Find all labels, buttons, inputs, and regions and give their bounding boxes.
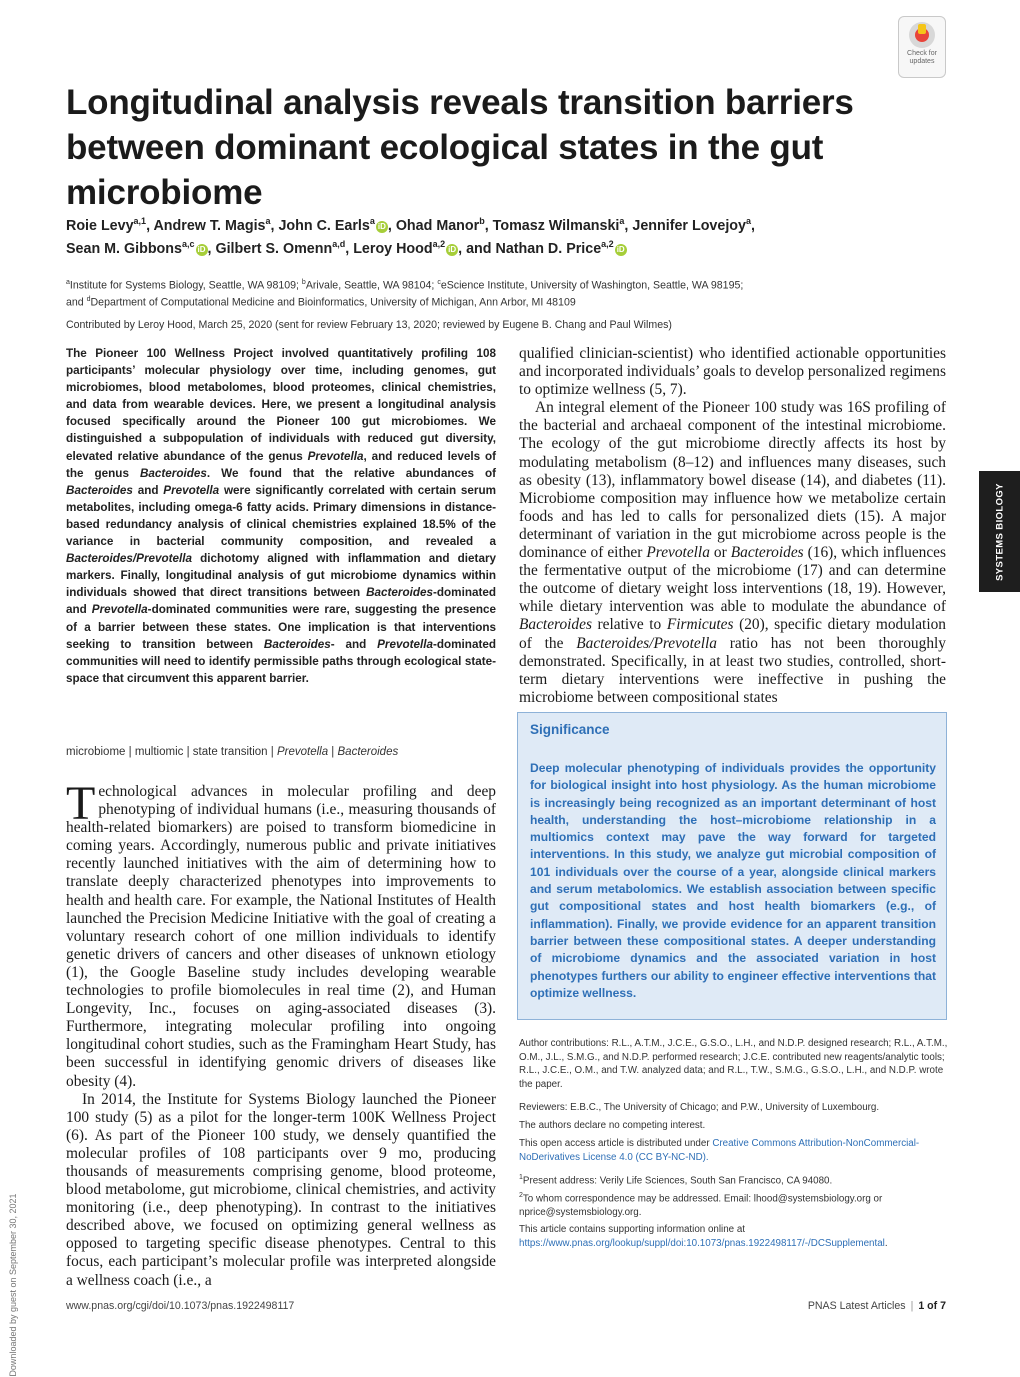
author xyxy=(632,218,751,234)
download-watermark xyxy=(6,1193,20,1377)
affil-and: and xyxy=(66,296,87,309)
author xyxy=(215,241,345,257)
orcid-icon[interactable]: iD xyxy=(377,221,386,231)
crossmark-icon xyxy=(909,22,935,48)
author-affil-sup: a xyxy=(619,216,625,226)
open-access-note: This open access article is distributed under Creative Commons Attribution-NonCommercial-NoDerivatives License 4.0 (CC BY-NC-ND). xyxy=(519,1138,920,1163)
author-affil-sup: b xyxy=(479,216,485,226)
author-name: Nathan D. Price xyxy=(495,240,602,257)
author-affil-sup: a,d xyxy=(332,239,346,249)
affil-d: Department of Computational Medicine and Bioinformatics, University of Michigan, Ann Arbor, MI 48109 xyxy=(90,296,576,309)
footer-doi[interactable]: www.pnas.org/cgi/doi/10.1073/pnas.1922498117 xyxy=(66,1300,295,1312)
author-name: Leroy Hood xyxy=(353,240,433,257)
author-name: Roie Levy xyxy=(66,217,134,234)
supplemental-link[interactable]: https://www.pnas.org/lookup/suppl/doi:10.1073/pnas.1922498117/-/DCSupplemental xyxy=(519,1237,885,1249)
orcid-icon[interactable]: iD xyxy=(616,244,625,254)
affil-b: Arivale, Seattle, WA 98104; xyxy=(305,279,438,292)
article-title: Longitudinal analysis reveals transition barriers between dominant ecological states in the gut microbiome xyxy=(66,83,854,212)
author-name: Tomasz Wilmanski xyxy=(492,217,620,234)
author-contributions: Author contributions: R.L., A.T.M., J.C.E., G.S.O., L.H., and N.D.P. designed research; R.L., A.T.M., O.M., J.L., S.M.G., and N.D.P. performed research; J.C.E. contributed new reagents/analytic tools; R.L., J.C.E., O.M., and T.W. analyzed data; and R.L., T.W., S.M.G., G.S.O., L.H., and N.D.P. wrote the paper. xyxy=(519,1038,948,1090)
affil-c: eScience Institute, University of Washington, Seattle, WA 98195; xyxy=(440,279,744,292)
author-affil-sup: a,c xyxy=(181,239,195,249)
significance-heading: Significance xyxy=(530,722,610,737)
competing-interest: The authors declare no competing interest. xyxy=(519,1120,706,1131)
intro-paragraph-2: In 2014, the Institute for Systems Biology launched the Pioneer 100 study (5) as a pilot for the longer-term 100K Wellness Project (6). As part of the Pioneer 100 study, we densely quantified the molecular profiles of 108 participants over 9 mo, producing thousands of measurements comprising genome, blood proteome, blood metabolome, gut microbiome, clinical chemistries, and activity monitoring (i.e., deep phenotyping). In contrast to the initiatives described above, we focused on optimizing general wellness as opposed to targeting specific disease phenotypes. Central to this focus, each participant’s molecular profile was interpreted alongside a wellness coach (i.e., a xyxy=(66,1090,496,1289)
intro-paragraph-1: echnological advances in molecular profiling and deep phenotyping of individual humans (i.e., measuring thousands of health-related biomarkers) are poised to transform biomedicine in coming years. Accordingly, numerous public and private initiatives recently launched initiatives with the aim of determining how to translate deeply characterized phenotypes into improvements to health and health care. For example, the National Institutes of Health launched the Precision Medicine Initiative with the goal of creating a voluntary research cohort of one million individuals to identify genetic drivers of cancers and other diseases of unknown etiology (1), the Google Baseline study includes developing wearable technologies to profile biomolecules in real time (2), and Human Longevity, Inc., focuses on aging-associated diseases (3). Furthermore, integrating molecular profiling into ongoing longitudinal cohort studies, such as the Framingham Heart Study, has been successful in identifying genomic drivers of diseases like obesity (4). xyxy=(66,783,496,1090)
contributed-by: Contributed by Leroy Hood, March 25, 2020 (sent for review February 13, 2020; reviewed by Eugene B. Chang and Paul Wilmes) xyxy=(66,319,672,331)
author-list-line-1: Roie Levy$^{a,1}$, Andrew T. Magis$^a$, John C. Earls$^a$iD , Ohad Manor$^b$, Tomasz Wilmanski$^a$, Jennifer Lovejoy$^a$, xyxy=(66,216,755,234)
keywords: microbiome | multiomic | state transition | Prevotella | Bacteroides xyxy=(66,746,399,758)
affil-label-b: b xyxy=(301,279,306,286)
supporting-info-note: This article contains supporting information online at https://www.pnas.org/lookup/suppl/doi:10.1073/pnas.1922498117/-/DCSupplemental. xyxy=(519,1224,888,1249)
author-name: Gilbert S. Omenn xyxy=(215,240,333,257)
badge-line-2: updates xyxy=(909,58,935,65)
right-paragraph-2: An integral element of the Pioneer 100 study was 16S profiling of the bacterial and archaeal component of the intestinal microbiome. The ecology of the gut microbiome directly affects its host by modulating metabolism (8–12) and influences many diseases, such as obesity (13), inflammatory bowel disease (14), and diabetes (11). Microbiome composition may influence how we metabolize certain foods and has led to calls for personalized diets (15). A major determinant of variation in the gut microbiome across people is the dominance of either Prevotella or Bacteroides (16), which influences the fermentative output of the microbiome (17) and can determine the outcome of dietary weight loss interventions (18, 19). However, while dietary intervention was able to modulate the abundance of Bacteroides relative to Firmicutes (20), specific dietary modulation of the Bacteroides/Prevotella ratio has not been thoroughly demonstrated. Specifically, in at least two studies, controlled, short-term dietary interventions were ineffective in pushing the microbiome between compositional states xyxy=(519,399,947,706)
author xyxy=(496,241,627,257)
author xyxy=(153,218,270,234)
author-name: Jennifer Lovejoy xyxy=(632,217,746,234)
author-name: John C. Earls xyxy=(278,217,370,234)
author-affil-sup: a,2 xyxy=(432,239,446,249)
affiliations xyxy=(66,276,946,309)
author xyxy=(353,241,458,257)
author xyxy=(278,218,387,234)
introduction-right-column xyxy=(519,345,946,707)
badge-line-1: Check for xyxy=(907,50,937,57)
right-paragraph-1: qualified clinician-scientist) who identified actionable opportunities and incorporated individuals’ goals to develop personalized regimens to optimize wellness (5, 7). xyxy=(519,345,946,399)
affil-label-d: d xyxy=(86,295,91,303)
check-for-updates-badge[interactable] xyxy=(898,16,946,78)
license-link[interactable]: Creative Commons Attribution-NonCommercial-NoDerivatives License 4.0 (CC BY-NC-ND). xyxy=(519,1138,920,1163)
author-name: Andrew T. Magis xyxy=(153,217,266,234)
author-name: Sean M. Gibbons xyxy=(66,240,182,257)
introduction-left-column xyxy=(66,777,496,1290)
drop-cap: T xyxy=(66,777,96,830)
affil-label-c: c xyxy=(437,279,441,286)
author-affil-sup: a,1 xyxy=(133,216,147,226)
author xyxy=(66,218,146,234)
orcid-icon[interactable]: iD xyxy=(197,244,206,254)
affil-label-a: a xyxy=(66,279,70,286)
orcid-icon[interactable]: iD xyxy=(448,244,457,254)
author xyxy=(396,218,485,234)
author-affil-sup: a,2 xyxy=(601,239,614,249)
footnote-2: $^2$To whom correspondence may be addressed. Email: lhood@systemsbiology.org or nprice@systemsbiology.org. xyxy=(519,1192,883,1218)
footer-journal: PNAS Latest Articles | 1 of 7 xyxy=(807,1300,946,1312)
journal-name: PNAS Latest Articles xyxy=(807,1300,906,1312)
abstract: The Pioneer 100 Wellness Project involved quantitatively profiling 108 participants’ molecular physiology over time, including genomes, gut microbiomes, blood metabolomes, blood proteomes, clinical chemistries, and data from wearable devices. Here, we present a longitudinal analysis focused specifically around the Pioneer 100 gut microbiomes. We distinguished a subpopulation of individuals with reduced gut diversity, elevated relative abundance of the genus Prevotella, and reduced levels of the genus Bacteroides. We found that the relative abundances of Bacteroides and Prevotella were significantly correlated with certain serum metabolites, including omega-6 fatty acids. Primary dimensions in distance-based redundancy analysis of clinical chemistries explained 18.5% of the variance in bacterial community composition, and revealed a Bacteroides/Prevotella dichotomy aligned with inflammation and dietary markers. Finally, longitudinal analysis of gut microbiome dynamics within individuals showed that direct transitions between Bacteroides-dominated and Prevotella-dominated communities were rare, suggesting the presence of a barrier between these states. One implication is that interventions seeking to transition between Bacteroides- and Prevotella-dominated communities will need to identify permissible paths through ecological state-space that circumvent this apparent barrier. xyxy=(66,347,496,685)
reviewers: Reviewers: E.B.C., The University of Chicago; and P.W., University of Luxembourg. xyxy=(519,1102,880,1113)
significance-text: Deep molecular phenotyping of individuals provides the opportunity for biological insight into host physiology. As the human microbiome is increasingly being recognized as an important determinant of host health, understanding the host–microbiome relationship in a multiomics context may pave the way forward for targeted interventions. In this study, we analyze gut microbial composition of 101 individuals over the course of a year, alongside clinical markers and serum metabolomics. We establish association between specific gut compositional states and host health biomarkers (e.g., of inflammation). Finally, we provide evidence for an apparent transition barrier between these compositional states. A deeper understanding of microbiome dynamics and the associated variation in host phenotypes furthers our ability to engineer effective interventions that optimize wellness. xyxy=(530,761,936,1000)
author-affil-sup: a xyxy=(265,216,271,226)
author xyxy=(493,218,625,234)
download-watermark-text: Downloaded by guest on September 30, 2021 xyxy=(8,1193,18,1377)
author xyxy=(66,241,208,257)
footnote-1: $^1$Present address: Verily Life Sciences, South San Francisco, CA 94080. xyxy=(519,1174,833,1187)
author-affil-sup: a xyxy=(369,216,375,226)
author-affil-sup: a xyxy=(746,216,752,226)
section-tab-label: SYSTEMS BIOLOGY xyxy=(994,482,1005,581)
page-number: 1 of 7 xyxy=(918,1300,946,1312)
author-list-line-2: Sean M. Gibbons$^{a,c}$iD , Gilbert S. Omenn$^{a,d}$, Leroy Hood$^{a,2}$iD , and Nathan D. Price$^{a,2}$iD xyxy=(66,239,625,257)
affil-a: Institute for Systems Biology, Seattle, WA 98109; xyxy=(69,279,302,292)
section-tab xyxy=(979,471,1020,592)
author-name: Ohad Manor xyxy=(395,217,480,234)
